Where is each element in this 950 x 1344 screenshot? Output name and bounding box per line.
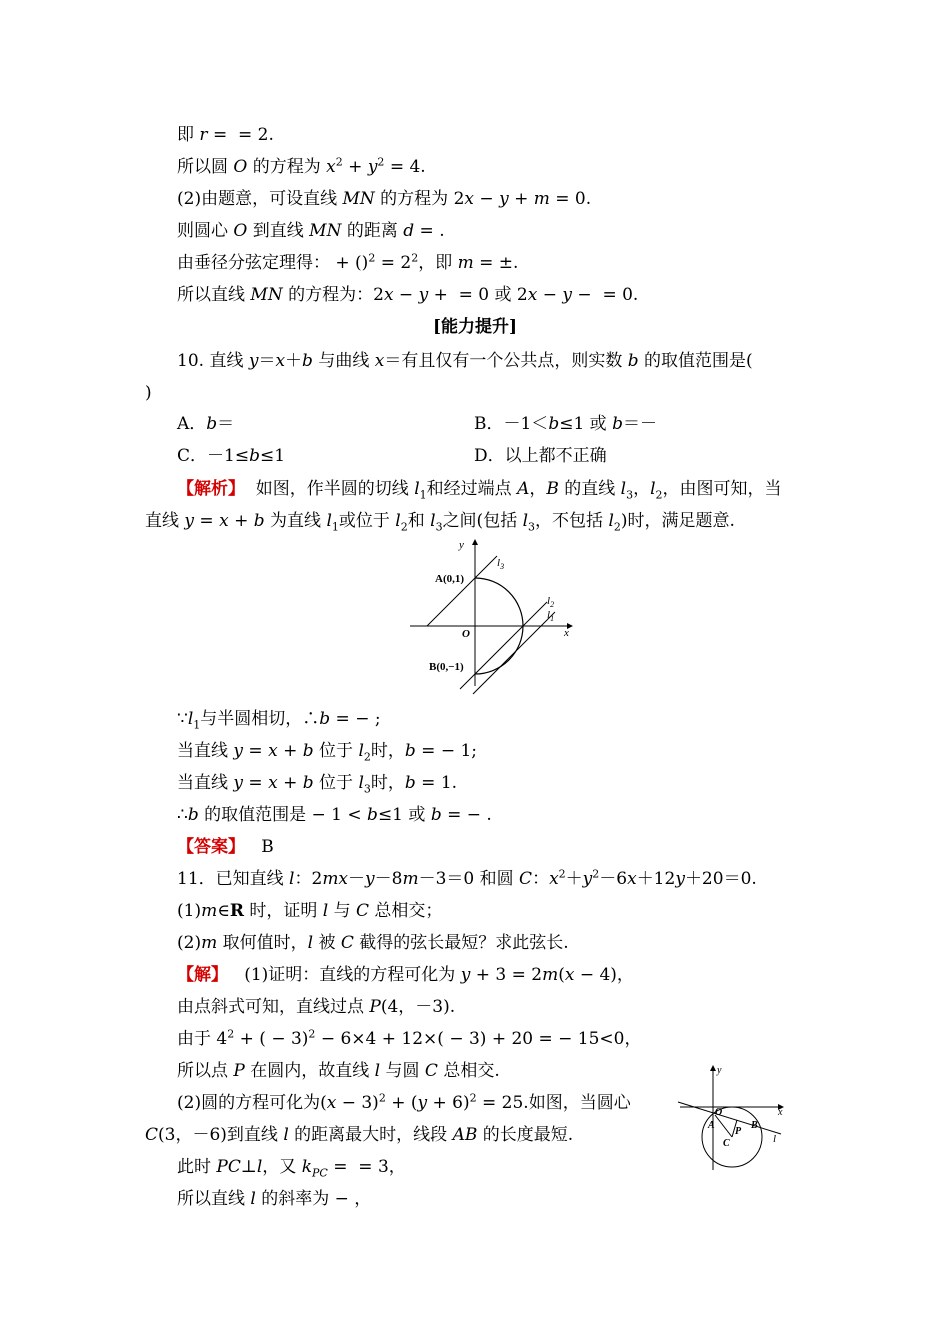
solution-step-7: 所以直线 l 的斜率为 − ， <box>177 1189 372 1209</box>
line-distance: 则圆心 O 到直线 MN 的距离 d = . <box>177 221 445 241</box>
point-p-label: P <box>735 1126 742 1137</box>
point-a-label: A(0,1) <box>435 573 465 585</box>
step-l3: 当直线 y = x + b 位于 $l_3$时，b = 1. <box>177 773 458 796</box>
y-axis-arrow <box>472 539 478 545</box>
x-label: x <box>564 627 569 639</box>
point-b-label: B(0,−1) <box>429 661 464 673</box>
option-b: B．－1＜b≤1 或 b＝－ <box>474 414 657 434</box>
solution-step-1: 由点斜式可知，直线过点 P(4，－3). <box>177 997 456 1017</box>
analysis-line-2: 直线 y = x + b 为直线 $l_1$或位于 $l_2$和 $l_3$之间(包括 $l_3$，不包括 $l_2$)时，满足题意. <box>145 511 735 534</box>
solution-step-6: 此时 PC⊥l，又 $k_{PC}$ = = 3， <box>177 1157 406 1180</box>
line-chord: 由垂径分弦定理得： + $()^2 = 2^2$，即 m = ±. <box>177 251 519 273</box>
line-l2 <box>460 602 547 689</box>
section-heading: [能力提升] <box>432 317 518 337</box>
option-d: D．以上都不正确 <box>474 446 607 466</box>
origin-label: O <box>462 628 470 640</box>
option-a: A．b＝ <box>177 414 235 434</box>
y-label: y <box>717 1065 722 1076</box>
answer-value: B <box>261 837 274 857</box>
line-circle-eq: 所以圆 O 的方程为 $x^2 + y^2 = 4$. <box>177 155 426 177</box>
line-radius: 即 r = = 2. <box>177 125 274 145</box>
line-l1 <box>473 612 555 694</box>
question-10-cont: ) <box>145 383 152 403</box>
question-11: 11．已知直线 l：2mx－y－8m－3＝0 和圆 C：$x^2+y^2-6x+12y+20=0$. <box>177 867 757 889</box>
x-label: x <box>778 1107 783 1118</box>
point-c-label: C <box>723 1138 730 1149</box>
option-c: C．－1≤b≤1 <box>177 446 286 466</box>
point-a-label: A <box>708 1120 715 1131</box>
solution-step-4: (2)圆的方程可化为$(x - 3)^2 + (y + 6)^2 = 25$.如图，当圆心 <box>177 1091 631 1113</box>
line-mn-result: 所以直线 MN 的方程为：2x − y + = 0 或 2x − y − = 0. <box>177 285 639 305</box>
answer-line <box>177 836 274 858</box>
solution-step-5: C(3，－6)到直线 l 的距离最大时，线段 AB 的长度最短. <box>145 1125 574 1145</box>
line-mn-eq: (2)由题意，可设直线 MN 的方程为 2x − y + m = 0. <box>177 189 592 209</box>
step-tangent: $\because l_1$与半圆相切，∴b = − ; <box>177 709 381 732</box>
analysis-line: 【解析】 如图，作半圆的切线 $l_1$和经过端点 A，B 的直线 $l_3$，$l_2$，由图可知，当 <box>177 479 782 502</box>
question-11-part2: (2)m 取何值时，l 被 C 截得的弦长最短？求此弦长. <box>177 933 569 953</box>
line-l3 <box>427 556 497 626</box>
solution-step-3: 所以点 P 在圆内，故直线 l 与圆 C 总相交. <box>177 1061 500 1081</box>
analysis-tag: 【解析】 <box>177 479 245 499</box>
point-b-label: B <box>751 1120 758 1131</box>
step-range: ∴b 的取值范围是 − 1 < b≤1 或 b = − . <box>177 805 492 825</box>
l3-label: $l_3$ <box>497 557 505 571</box>
answer-tag: 【答案】 <box>177 837 245 857</box>
question-10: 10. 直线 y＝x＋b 与曲线 x＝有且仅有一个公共点，则实数 b 的取值范围是( <box>177 351 753 371</box>
question-11-part1: (1)m∈R 时，证明 l 与 C 总相交； <box>177 901 443 921</box>
line-l-label: l <box>773 1133 777 1145</box>
figure-circle-line <box>675 1062 790 1172</box>
solution-step-2: 由于 $4^2$ + ( − 3)$^2$ − 6×4 + 12×( − 3) + 20 = − 15<0， <box>177 1027 642 1049</box>
solution-tag: 【解】 <box>177 965 228 985</box>
y-label: y <box>459 539 464 551</box>
y-axis-arrow <box>710 1065 716 1071</box>
l1-label: $l_1$ <box>547 609 555 623</box>
solution-line: 【解】 (1)证明：直线的方程可化为 y + 3 = 2m(x − 4)， <box>177 965 634 985</box>
step-l2: 当直线 y = x + b 位于 $l_2$时，b = − 1; <box>177 741 478 764</box>
origin-label: O <box>715 1107 723 1118</box>
l2-label: $l_2$ <box>547 595 555 609</box>
figure-semicircle <box>405 536 580 696</box>
